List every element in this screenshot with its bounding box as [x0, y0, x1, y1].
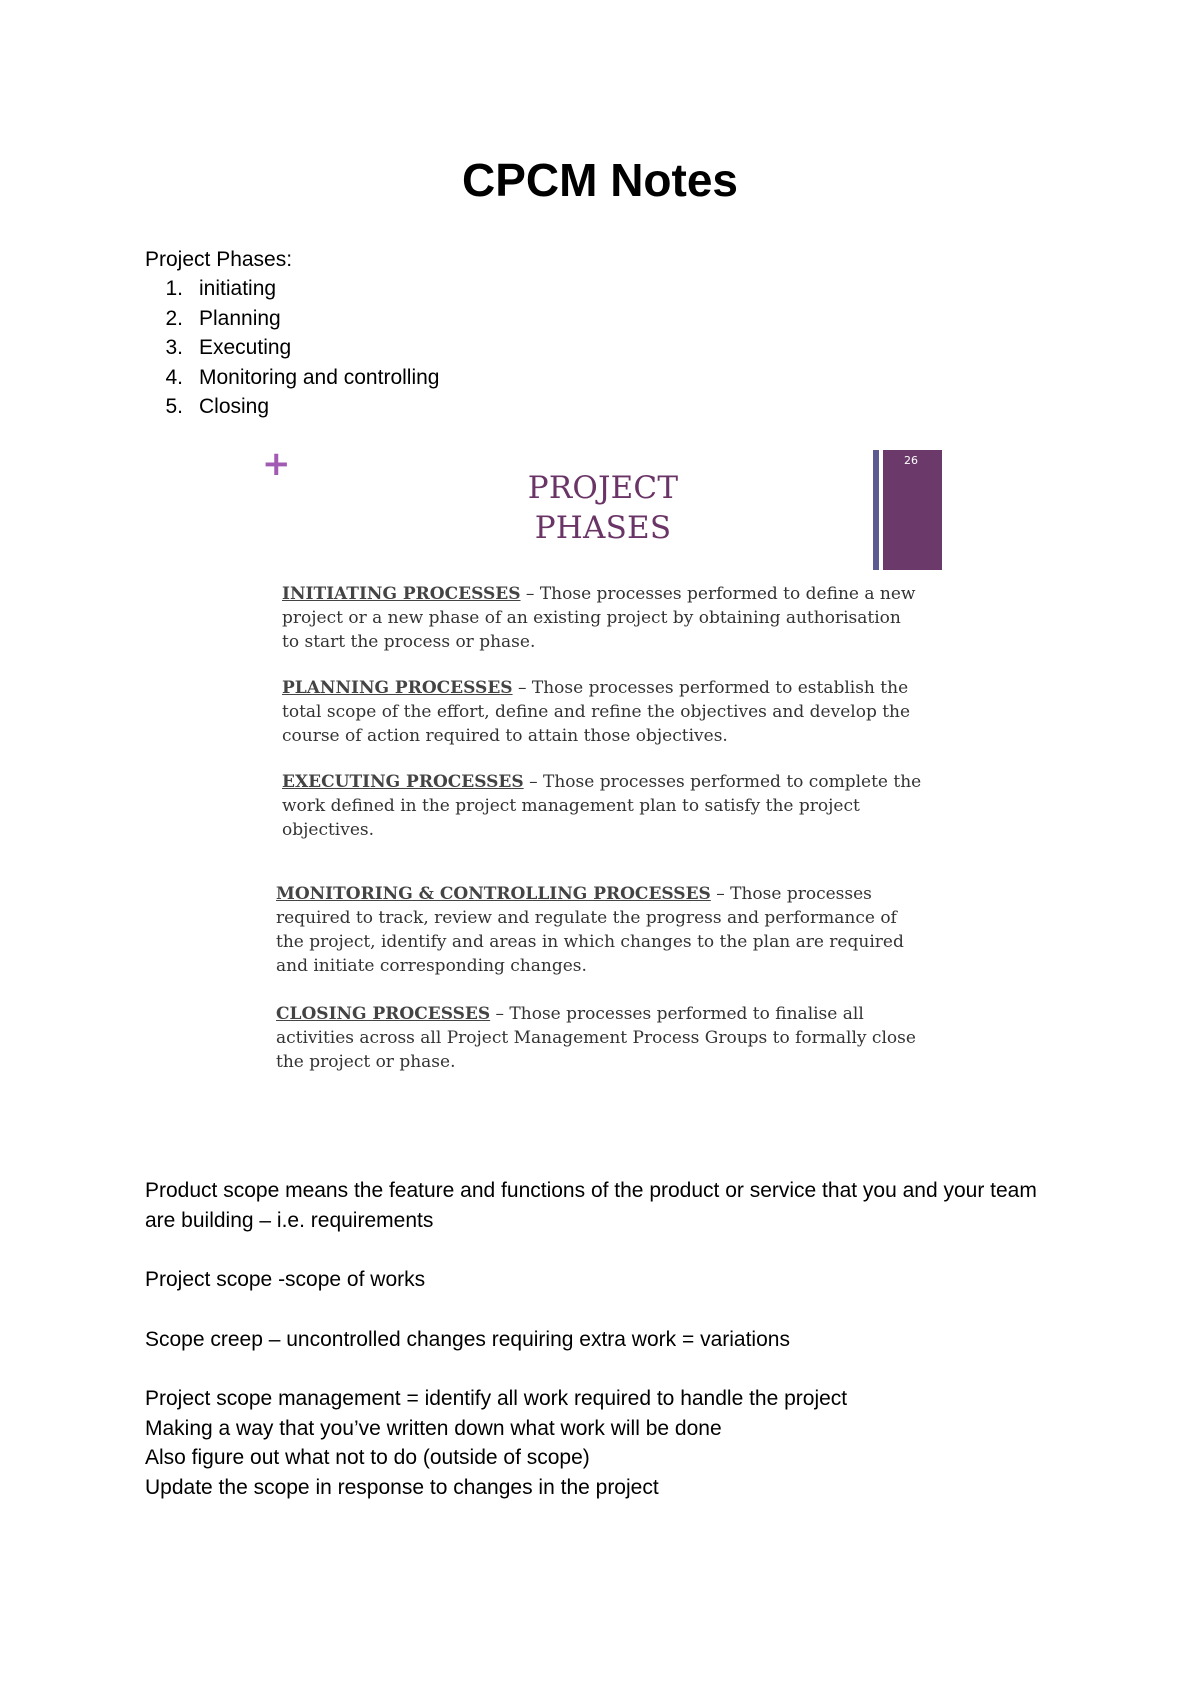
plus-icon: + [262, 444, 291, 484]
slide-block-planning [282, 676, 922, 748]
list-text: Planning [199, 306, 281, 330]
list-item [145, 304, 439, 334]
embedded-slide-image [258, 446, 938, 1086]
slide-block-heading: PLANNING PROCESSES [282, 678, 513, 698]
slide-page-number: 26 [904, 454, 918, 467]
scope-creep-paragraph: Scope creep – uncontrolled changes requiring extra work = variations [145, 1328, 790, 1351]
list-number: 3. [165, 336, 183, 360]
list-item [145, 392, 439, 422]
list-number: 1. [165, 277, 183, 300]
slide-block-heading: INITIATING PROCESSES [282, 584, 521, 604]
slide-block-text: – Those processes performed to establish the total scope of the effort, define and refine the objectives and develop the course of action required to attain those objectives. [282, 678, 911, 746]
list-text: Monitoring and controlling [199, 365, 440, 389]
project-scope-paragraph: Project scope -scope of works [145, 1268, 426, 1291]
list-number: 4. [165, 365, 183, 389]
slide-block-text: – Those processes performed to finalise all activities across all Project Management Process Groups to formally close the project or phase. [276, 1004, 916, 1072]
list-item [145, 333, 439, 363]
phases-label: Project Phases: [145, 248, 293, 271]
slide-accent-bar-thin [873, 450, 879, 570]
list-text: Closing [199, 395, 270, 419]
slide-block-text: – Those processes performed to define a new project or a new phase of an existing project by obtaining authorisation to start the process or phase. [282, 584, 916, 652]
product-scope-paragraph: Product scope means the feature and functions of the product or service that you and your team are building – i.e. requirements [145, 1179, 1037, 1232]
page-title: CPCM Notes [461, 154, 739, 206]
slide-block-monitoring [276, 882, 916, 978]
text-line: Update the scope in response to changes in the project [145, 1475, 659, 1499]
list-text: Executing [199, 336, 292, 360]
slide-block-text: – Those processes required to track, review and regulate the progress and performance of the project, identify and areas in which changes to the plan are required and initiate corresponding changes. [276, 884, 904, 976]
text-line: Project scope management = identify all work required to handle the project [145, 1387, 848, 1410]
phase-list [145, 274, 439, 422]
slide-block-executing [282, 770, 922, 842]
list-item [145, 363, 439, 393]
slide-title: PROJECT PHASES [527, 470, 679, 546]
list-number: 2. [165, 306, 183, 330]
slide-block-heading: CLOSING PROCESSES [276, 1004, 491, 1024]
slide-block-heading: MONITORING & CONTROLLING PROCESSES [276, 884, 711, 904]
slide-block-initiating [282, 582, 922, 654]
slide-accent-bar [883, 450, 942, 570]
slide-block-closing [276, 1002, 916, 1074]
text-line: Also figure out what not to do (outside of scope) [145, 1446, 590, 1470]
list-number: 5. [165, 395, 183, 419]
list-text: initiating [199, 277, 277, 300]
text-line: Making a way that you’ve written down what work will be done [145, 1416, 722, 1440]
slide-block-text: – Those processes performed to complete the work defined in the project management plan to satisfy the project objectives. [282, 772, 922, 840]
slide-block-heading: EXECUTING PROCESSES [282, 772, 524, 792]
scope-management-paragraph [145, 1384, 1065, 1502]
list-item [145, 274, 439, 304]
